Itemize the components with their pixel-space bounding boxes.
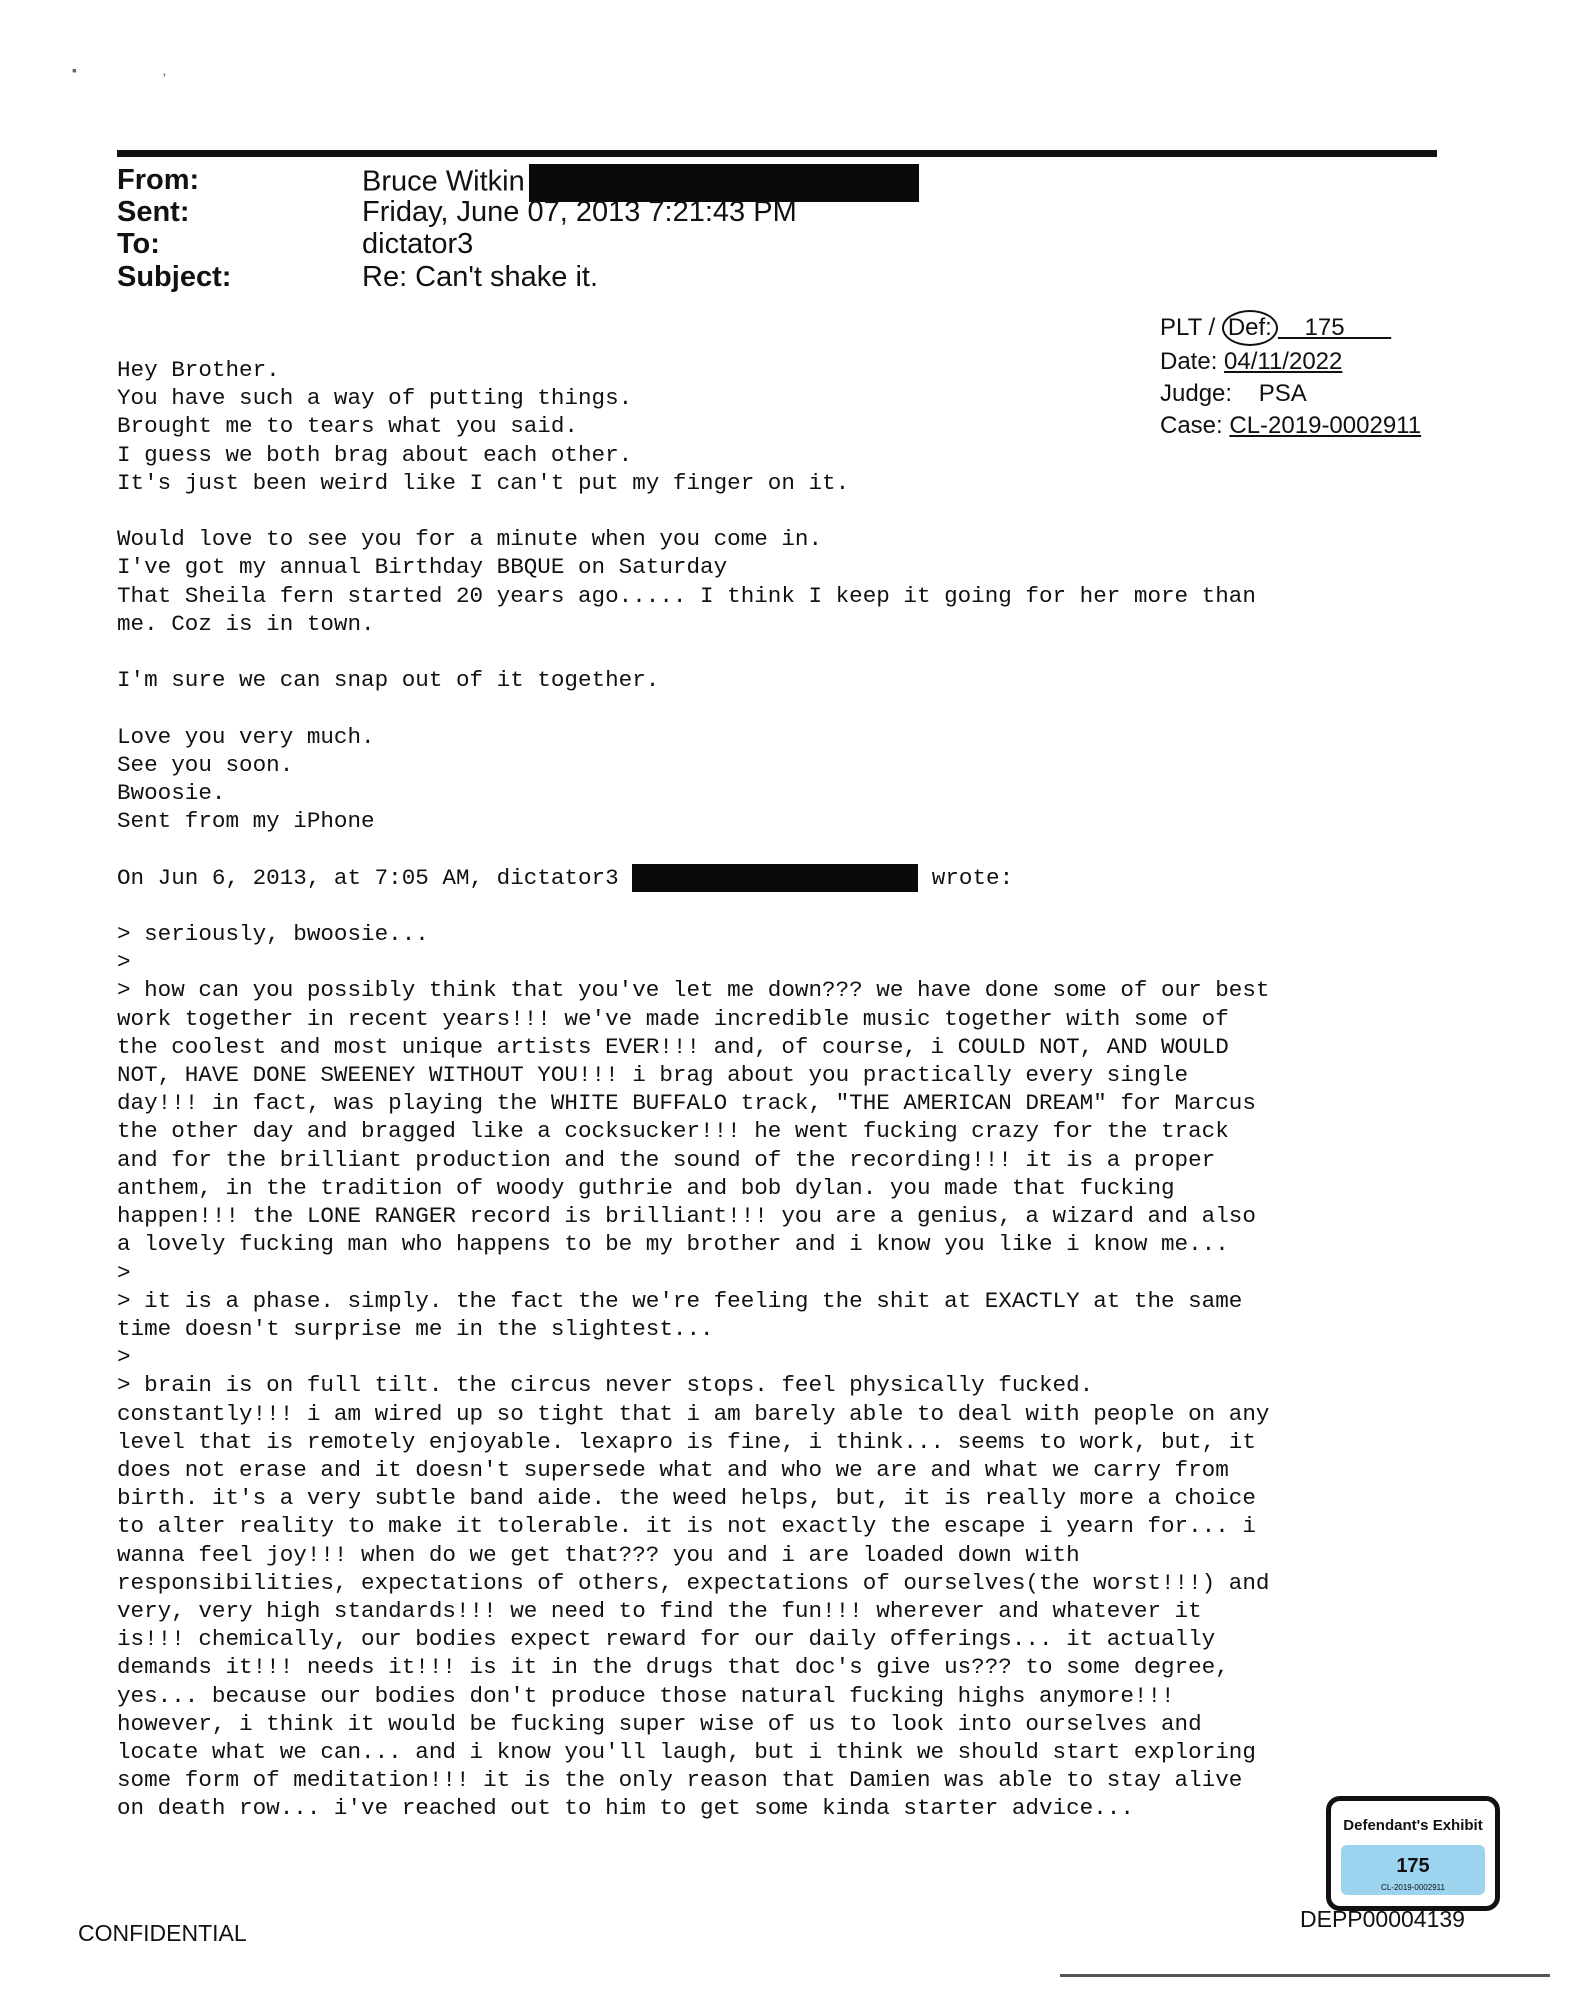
stamp-plt-row <box>1160 310 1421 346</box>
exhibit-sticker-title: Defendant's Exhibit <box>1343 1817 1483 1834</box>
sent-value: Friday, June 07, 2013 7:21:43 PM <box>362 196 797 228</box>
scan-specks: ▪ , <box>72 62 167 78</box>
footer-rule <box>1060 1974 1550 1977</box>
bates-number: DEPP00004139 <box>1300 1906 1465 1932</box>
header-rule <box>117 150 1437 157</box>
stamp-date-value: 04/11/2022 <box>1224 348 1343 375</box>
reply-text: Hey Brother. You have such a way of putting things. Brought me to tears what you said. I guess we both brag about each other. It's just been weird like I can't put my finger on it. Would love to see you for a minute when you come in. I've got my annual Birthday BBQUE on Saturday That Sheila fern started 20 years ago..... I think I keep it going for her more than me. Coz is in town. I'm sure we can snap out of it together. Love you very much. See you soon. Bwoosie. Sent from my iPhone <box>117 357 1256 835</box>
quote-intro-suffix: wrote: <box>918 864 1014 891</box>
stamp-judge-label: Judge: <box>1160 380 1233 407</box>
to-value: dictator3 <box>362 228 474 260</box>
redaction-box-2 <box>632 864 918 892</box>
stamp-case-label: Case: <box>1160 412 1230 439</box>
sent-label: Sent: <box>117 196 190 228</box>
quoted-text: > seriously, bwoosie... > > how can you possibly think that you've let me down??? we have done some of our best work together in recent years!!! we've made incredible music together with some of the coolest and most unique artists EVER!!! and, of course, i COULD NOT, AND WOULD NOT, HAVE DONE SWEENEY WITHOUT YOU!!! i brag about you practically every single day!!! in fact, was playing the WHITE BUFFALO track, "THE AMERICAN DREAM" for Marcus the other day and bragged like a cocksucker!!! he went fucking crazy for the track and for the brilliant production and the sound of the recording!!! it is a proper anthem, in the tradition of woody guthrie and bob dylan. you made that fucking happen!!! the LONE RANGER record is brilliant!!! you are a genius, a wizard and also a lovely fucking man who happens to be my brother and i know you like i know me... > > it is a phase. simply. the fact the we're feeling the shit at EXACTLY at the same time doesn't surprise me in the slightest... > > brain is on full tilt. the circus never stops. feel physically fucked. constantly!!! i am wired up so tight that i am barely able to deal with people on any level that is remotely enjoyable. lexapro is fine, i think... seems to work, but, it does not erase and it doesn't supersede what and who we are and what we carry from birth. it's a very subtle band aide. the weed helps, but, it is really more a choice to alter reality to make it tolerable. it is not exactly the escape i yearn for... i wanna feel joy!!! when do we get that??? you and i are loaded down with responsibilities, expectations of others, expectations of ourselves(the worst!!!) and very, very high standards!!! we need to find the fun!!! wherever and whatever it is!!! chemically, our bodies expect reward for our daily offerings... it actually demands it!!! needs it!!! is it in the drugs that doc's give us??? to some degree, yes... because our bodies don't produce those natural fucking highs anymore!!! however, i think it would be fucking super wise of us to look into ourselves and locate what we can... and i know you'll laugh, but i think we should start exploring some form of meditation!!! it is the only reason that Damien was able to stay alive on death row... i've reached out to him to get some kinda starter advice... <box>117 921 1270 1822</box>
confidential-label: CONFIDENTIAL <box>78 1920 247 1946</box>
exhibit-sticker-number: 175 <box>1396 1855 1430 1877</box>
subject-value: Re: Can't shake it. <box>362 261 599 293</box>
exhibit-sticker <box>1326 1796 1500 1911</box>
exhibit-sticker-case: CL-2019-0002911 <box>1381 1883 1445 1892</box>
from-label: From: <box>117 164 200 196</box>
quote-intro-prefix: On Jun 6, 2013, at 7:05 AM, dictator3 <box>117 864 633 891</box>
sender-name: Bruce Witkin <box>362 165 525 198</box>
subject-label: Subject: <box>117 261 232 293</box>
stamp-date-label: Date: <box>1160 348 1225 375</box>
stamp-plt-prefix: PLT / <box>1160 314 1222 341</box>
stamp-case-value: CL-2019-0002911 <box>1229 412 1422 439</box>
stamp-judge-value: PSA <box>1258 380 1307 407</box>
stamp-exhibit-number-text: 175 <box>1304 314 1345 341</box>
stamp-exhibit-number <box>1278 314 1391 341</box>
quote-intro <box>117 865 1013 891</box>
to-label: To: <box>117 228 160 260</box>
stamp-def-circled: Def: <box>1222 310 1278 346</box>
email-body <box>117 356 1437 1823</box>
